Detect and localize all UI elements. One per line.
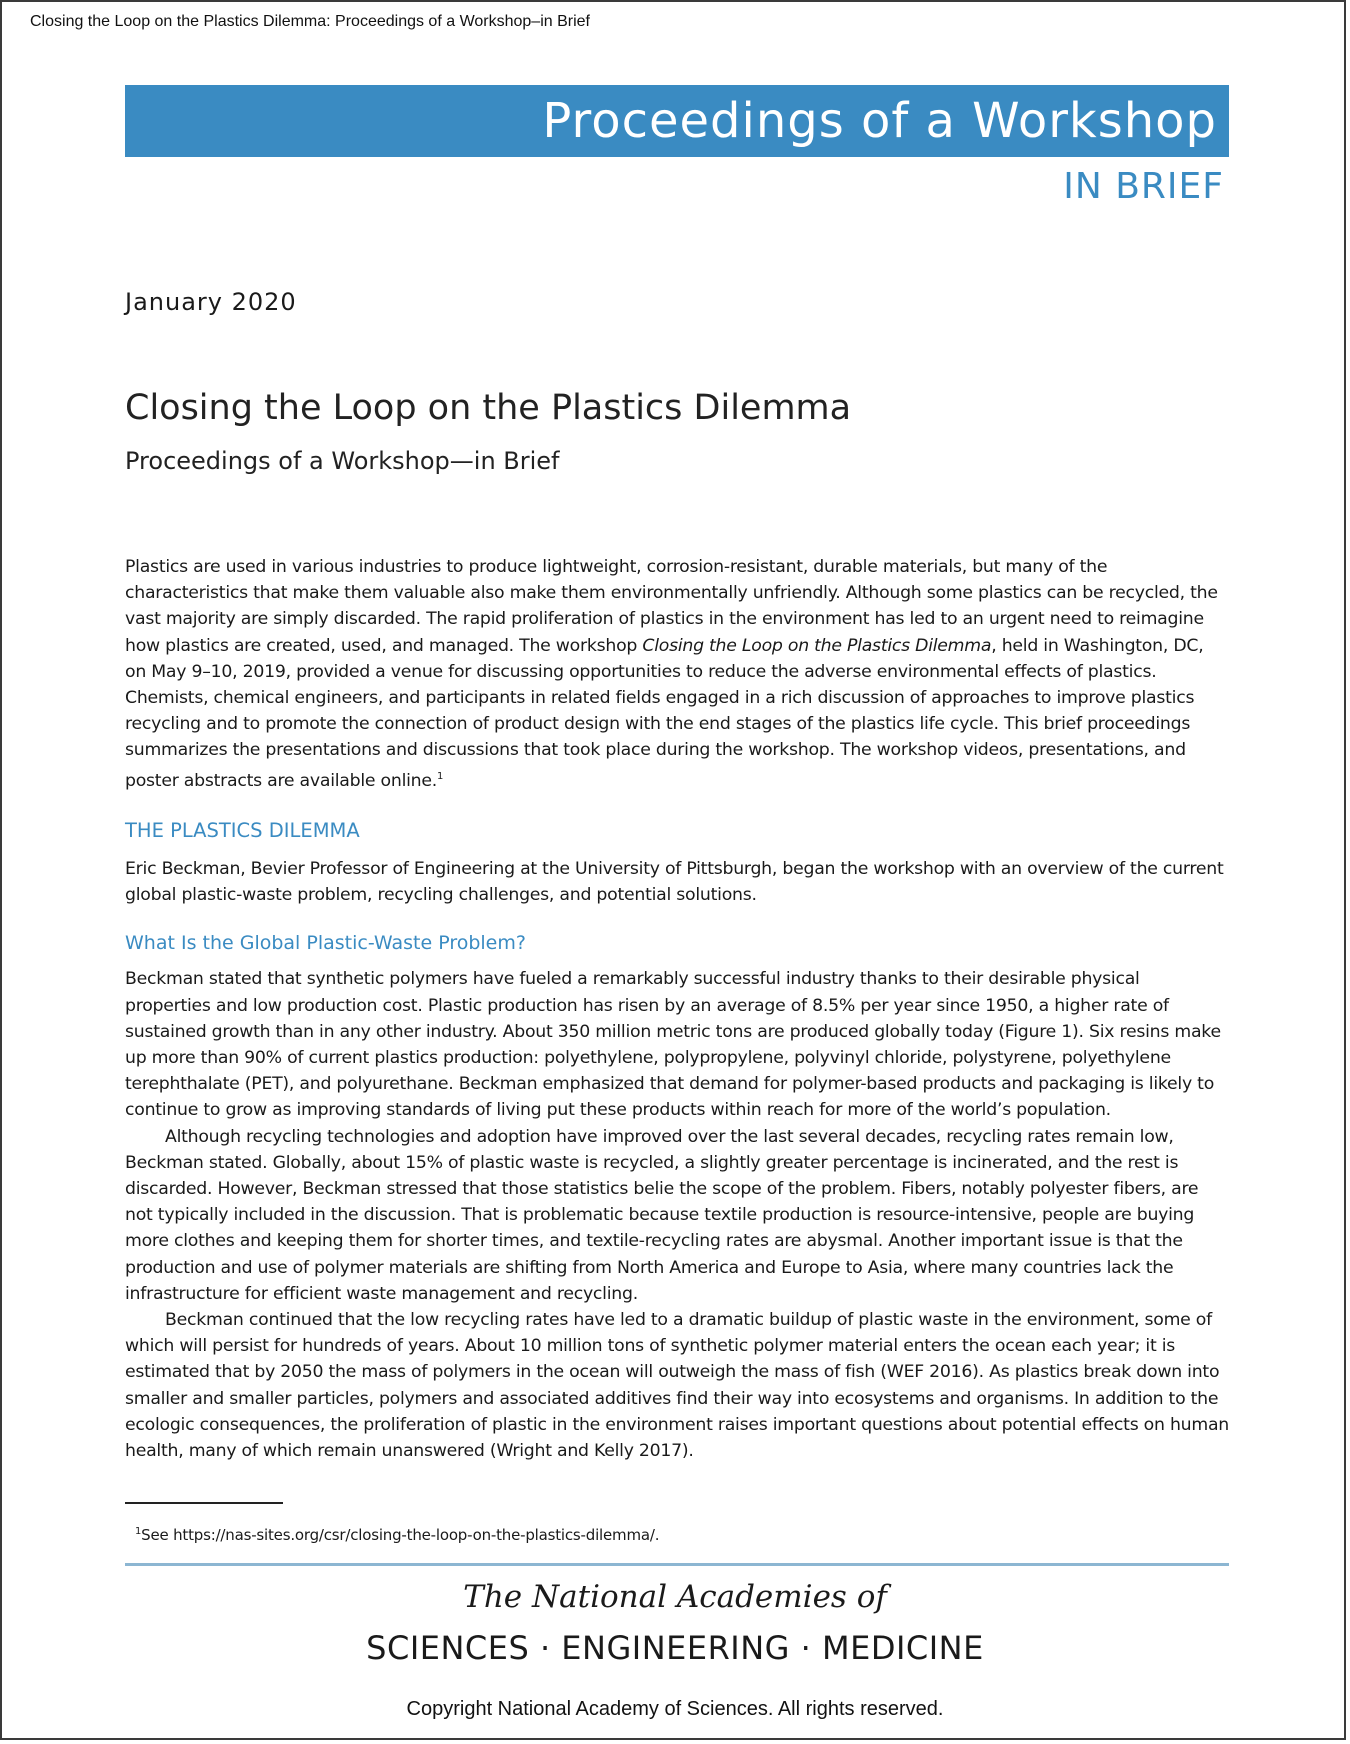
document-title: Closing the Loop on the Plastics Dilemma — [125, 388, 852, 428]
workshop-banner: Proceedings of a Workshop — [125, 85, 1229, 157]
body-paragraph-1: Beckman stated that synthetic polymers have fueled a remarkably successful industry thanks to their desirable physical properties and low production cost. Plastic production has risen by an average of 8.5% per year since 1950, a higher rate of sustained growth than in any other industry. About 350 million metric tons are produced globally today (Figure 1). Six resins make up more than 90% of current plastics production: polyethylene, polypropylene, polyvinyl chloride, polystyrene, polyethylene terephthalate (PET), and polyurethane. Beckman emphasized that demand for polymer-based products and packaging is likely to continue to grow as improving standards of living put these products within reach for more of the world’s population. — [125, 969, 1221, 1121]
footnote-text[interactable]: See https://nas-sites.org/csr/closing-the-loop-on-the-plastics-dilemma/. — [141, 1526, 660, 1544]
footer-divider — [125, 1563, 1229, 1566]
intro-paragraph — [125, 554, 1229, 794]
subsection-heading-global-problem: What Is the Global Plastic-Waste Problem? — [125, 932, 526, 955]
footnote — [135, 1526, 659, 1544]
body-paragraph-3: Beckman continued that the low recycling rates have led to a dramatic buildup of plastic waste in the environment, some of which will persist for hundreds of years. About 10 million tons of synthetic polymer material enters the ocean each year; it is estimated that by 2050 the mass of polymers in the ocean will outweigh the mass of fish (WEF 2016). As plastics break down into smaller and smaller particles, polymers and associated additives find their way into ecosystems and organisms. In addition to the ecologic consequences, the proliferation of plastic in the environment raises important questions about potential effects on human health, many of which remain unanswered (Wright and Kelly 2017). — [125, 1310, 1229, 1462]
intro-text-part1: Plastics are used in various industries to produce lightweight, corrosion-resistant, durable materials, but many of the characteristics that make them valuable also make them environmentally unfriendly. Although some plastics can be recycled, the vast majority are simply discarded. The rapid proliferation of plastics in the environment has led to an urgent need to reimagine how plastics are created, used, and managed. The workshop — [125, 557, 1218, 656]
running-head: Closing the Loop on the Plastics Dilemma: Proceedings of a Workshop–in Brief — [30, 13, 590, 30]
footnote-ref[interactable]: 1 — [437, 770, 444, 782]
body-paragraph-2: Although recycling technologies and adoption have improved over the last several decades, recycling rates remain low, Beckman stated. Globally, about 15% of plastic waste is recycled, a slightly greater percentage is incinerated, and the rest is discarded. However, Beckman stressed that those statistics belie the scope of the problem. Fibers, notably polyester fibers, are not typically included in the discussion. That is problematic because textile production is resource-intensive, people are buying more clothes and keeping them for shorter times, and textile-recycling rates are abysmal. Another important issue is that the production and use of polymer materials are shifting from North America and Europe to Asia, where many countries lack the infrastructure for efficient waste management and recycling. — [125, 1126, 1199, 1304]
intro-workshop-title: Closing the Loop on the Plastics Dilemma — [642, 635, 992, 656]
section-heading-plastics-dilemma: THE PLASTICS DILEMMA — [125, 818, 360, 842]
section-paragraph: Eric Beckman, Bevier Professor of Engineering at the University of Pittsburgh, began the workshop with an overview of the current global plastic-waste problem, recycling challenges, and potential solutions. — [125, 858, 1224, 905]
academies-logo-line1: The National Academies of — [463, 1579, 887, 1615]
footnote-divider — [125, 1502, 283, 1504]
document-subtitle: Proceedings of a Workshop—in Brief — [125, 447, 560, 475]
publication-date: January 2020 — [125, 288, 297, 316]
intro-text-part2: , held in Washington, DC, on May 9–10, 2019, provided a venue for discussing opportunities to reduce the adverse environmental effects of plastics. Chemists, chemical engineers, and participants in related fields engaged in a rich discussion of approaches to improve plastics recycling and to promote the connection of product design with the end stages of the plastics life cycle. This brief proceedings summarizes the presentations and discussions that took place during the workshop. The workshop videos, presentations, and poster abstracts are available online. — [125, 635, 1204, 791]
footnote-marker: 1 — [135, 1526, 142, 1537]
in-brief-label: IN BRIEF — [1063, 166, 1224, 207]
body-text — [125, 554, 1229, 1464]
academies-logo-line2: SCIENCES · ENGINEERING · MEDICINE — [366, 1629, 984, 1667]
copyright-notice: Copyright National Academy of Sciences. All rights reserved. — [406, 1698, 944, 1720]
